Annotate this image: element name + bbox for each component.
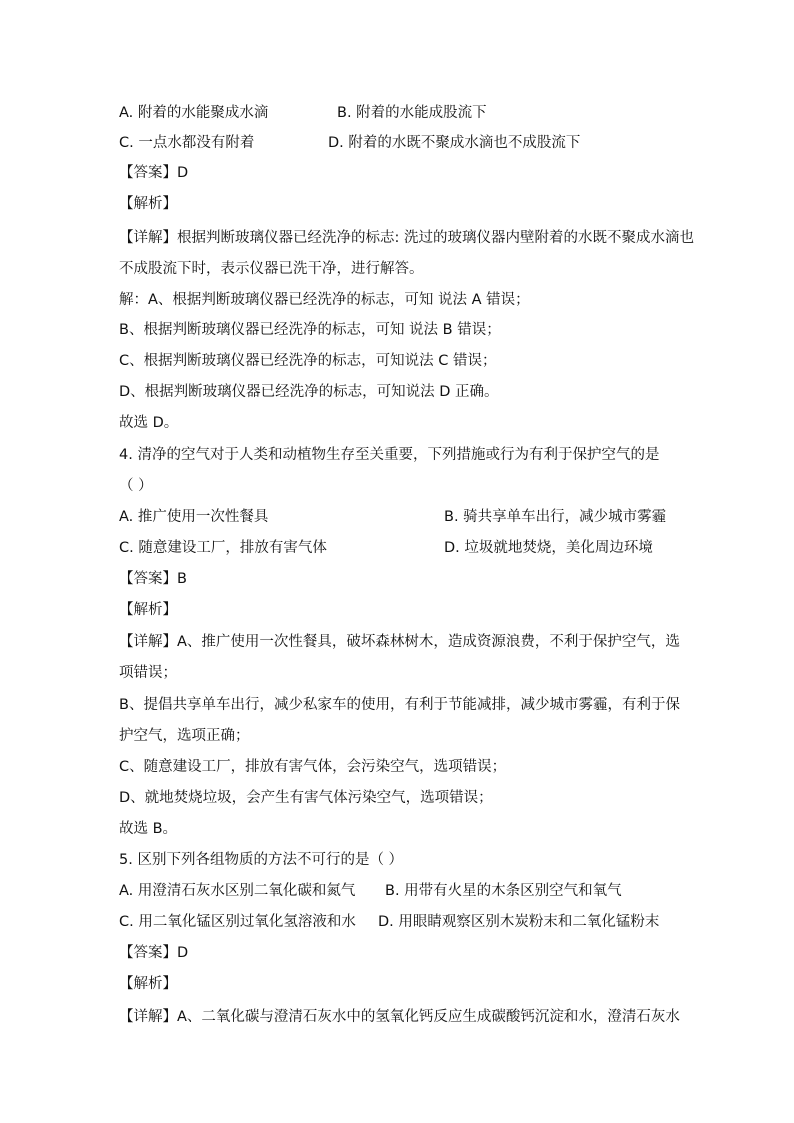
q5-answer: 【答案】D bbox=[119, 945, 189, 961]
q3-detail-line: 【详解】根据判断玻璃仪器已经洗净的标志: 洗过的玻璃仪器内壁附着的水既不聚成水滴也 bbox=[119, 230, 694, 246]
q3-detail-line: B、根据判断玻璃仪器已经洗净的标志，可知 说法 B 错误； bbox=[119, 322, 501, 338]
q4-analysis-title: 【解析】 bbox=[119, 602, 177, 618]
q3-detail-line: 解：A、根据判断玻璃仪器已经洗净的标志，可知 说法 A 错误； bbox=[119, 292, 530, 308]
q4-detail-line: B、提倡共享单车出行，减少私家车的使用，有利于节能减排，减少城市雾霾，有利于保 bbox=[119, 697, 680, 713]
q3-options-row-1 bbox=[119, 103, 679, 123]
q4-option-b: B. 骑共享单车出行，减少城市雾霾 bbox=[444, 509, 667, 525]
q3-option-d: D. 附着的水既不聚成水滴也不成股流下 bbox=[328, 135, 581, 151]
q5-option-d: D. 用眼睛观察区别木炭粉末和二氧化锰粉末 bbox=[378, 914, 660, 930]
q5-analysis-title: 【解析】 bbox=[119, 976, 177, 992]
q4-options-row-1 bbox=[119, 507, 679, 527]
q4-detail-line: 【详解】A、推广使用一次性餐具，破坏森林树木，造成资源浪费，不利于保护空气，选 bbox=[119, 634, 680, 650]
q3-detail-line: 故选 D。 bbox=[119, 415, 179, 431]
q3-options-row-2 bbox=[119, 133, 679, 153]
q4-stem-paren: （ ） bbox=[119, 478, 153, 494]
q3-option-b: B. 附着的水能成股流下 bbox=[337, 105, 487, 121]
q3-answer: 【答案】D bbox=[119, 165, 189, 181]
q4-detail-line: 护空气，选项正确； bbox=[119, 728, 250, 744]
q4-stem: 4. 清净的空气对于人类和动植物生存至关重要，下列措施或行为有利于保护空气的是 bbox=[119, 447, 660, 463]
q4-detail-line: 项错误； bbox=[119, 665, 177, 681]
q5-option-c: C. 用二氧化锰区别过氧化氢溶液和水 bbox=[119, 914, 356, 930]
q4-detail-line: D、就地焚烧垃圾，会产生有害气体污染空气，选项错误； bbox=[119, 790, 493, 806]
q4-answer: 【答案】B bbox=[119, 571, 187, 587]
q3-detail-line: D、根据判断玻璃仪器已经洗净的标志，可知说法 D 正确。 bbox=[119, 384, 499, 400]
q5-detail-line: 【详解】A、二氧化碳与澄清石灰水中的氢氧化钙反应生成碳酸钙沉淀和水，澄清石灰水 bbox=[119, 1009, 680, 1025]
q4-option-d: D. 垃圾就地焚烧，美化周边环境 bbox=[444, 540, 653, 556]
q3-option-a: A. 附着的水能聚成水滴 bbox=[119, 105, 269, 121]
q3-analysis-title: 【解析】 bbox=[119, 196, 177, 212]
q4-options-row-2 bbox=[119, 538, 679, 558]
q4-detail-line: 故选 B。 bbox=[119, 821, 178, 837]
q3-detail-line: C、根据判断玻璃仪器已经洗净的标志，可知说法 C 错误； bbox=[119, 353, 497, 369]
q4-option-a: A. 推广使用一次性餐具 bbox=[119, 509, 269, 525]
q3-detail-line: 不成股流下时，表示仪器已洗干净，进行解答。 bbox=[119, 261, 424, 277]
q5-stem: 5. 区别下列各组物质的方法不可行的是（ ） bbox=[119, 852, 404, 868]
q5-options-row-1 bbox=[119, 881, 679, 901]
q5-option-a: A. 用澄清石灰水区别二氧化碳和氮气 bbox=[119, 883, 356, 899]
q3-option-c: C. 一点水都没有附着 bbox=[119, 135, 255, 151]
q5-options-row-2 bbox=[119, 912, 679, 932]
q5-option-b: B. 用带有火星的木条区别空气和氧气 bbox=[385, 883, 622, 899]
q4-option-c: C. 随意建设工厂，排放有害气体 bbox=[119, 540, 327, 556]
q4-detail-line: C、随意建设工厂，排放有害气体，会污染空气，选项错误； bbox=[119, 759, 507, 775]
